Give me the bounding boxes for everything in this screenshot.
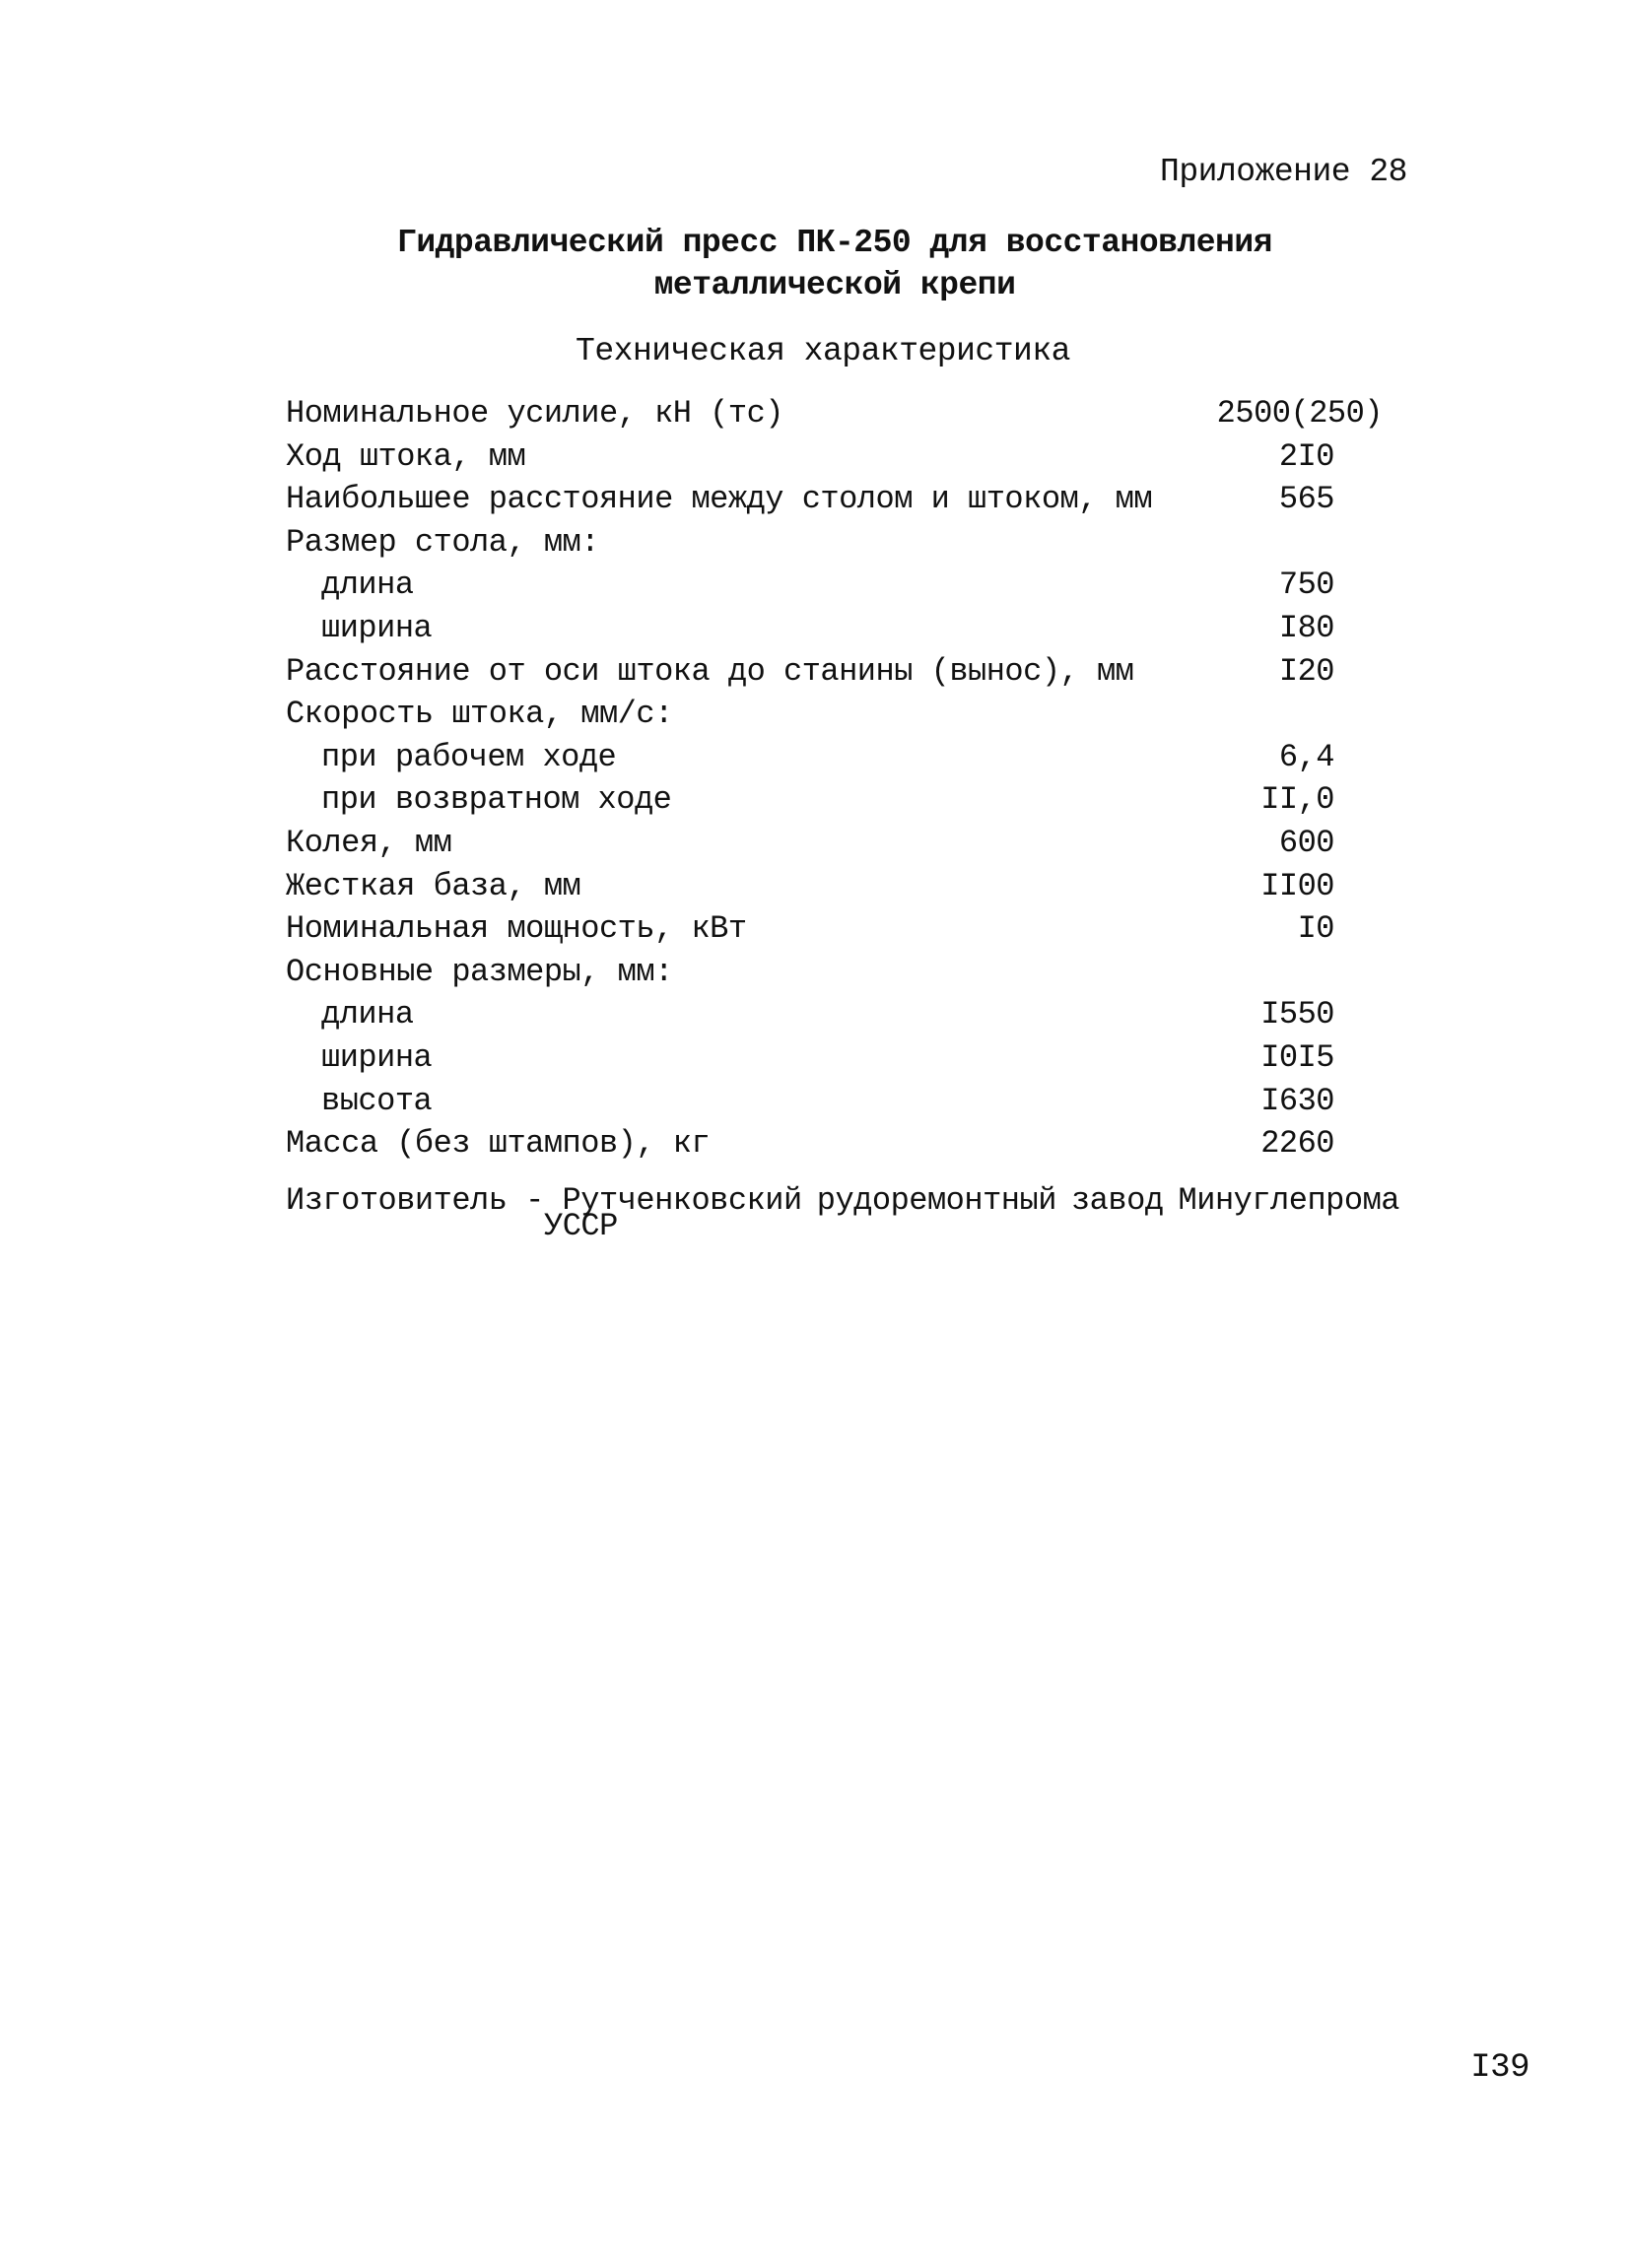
manufacturer-word-1: Рутченковский [562, 1182, 802, 1219]
spec-label: Номинальная мощность, кВт [286, 910, 747, 948]
spec-row [286, 1036, 1380, 1080]
title-line-1: Гидравлический пресс ПК-250 для восстановления [397, 225, 1272, 261]
spec-row [286, 1122, 1380, 1166]
spec-row [286, 521, 1380, 565]
spec-value: I0I5 [1260, 1038, 1334, 1076]
spec-value: I0 [1297, 910, 1334, 948]
spec-value: 6,4 [1278, 738, 1334, 775]
spec-label: Скорость штока, мм/с: [286, 696, 673, 733]
spec-row [286, 822, 1380, 865]
spec-table [286, 392, 1383, 1166]
spec-row [286, 392, 1383, 435]
spec-row [286, 865, 1380, 908]
title-line-2: металлической крепи [653, 267, 1016, 303]
spec-row [286, 907, 1380, 951]
manufacturer-word-4: Минуглепрома [1178, 1182, 1399, 1219]
spec-label: Ход штока, мм [286, 437, 526, 475]
spec-value: I550 [1260, 996, 1334, 1034]
section-subtitle [0, 333, 1630, 369]
spec-row [286, 993, 1380, 1036]
spec-value: 2500(250) [1216, 395, 1383, 432]
spec-value: I630 [1260, 1082, 1334, 1119]
spec-value: I80 [1278, 609, 1334, 646]
manufacturer-word-3: завод [1070, 1182, 1164, 1219]
spec-value: 2260 [1260, 1125, 1334, 1163]
manufacturer-note [286, 1182, 1399, 1244]
spec-label: высота [321, 1082, 433, 1119]
spec-row [286, 736, 1380, 779]
page-number: I39 [1470, 2049, 1529, 2087]
spec-value: 750 [1278, 567, 1334, 604]
appendix-label: Приложение 28 [1160, 154, 1407, 190]
spec-row [286, 778, 1380, 822]
spec-label: Колея, мм [286, 824, 452, 861]
spec-row [286, 650, 1380, 694]
manufacturer-label: Изготовитель - Рутченковский [286, 1182, 802, 1219]
spec-row [286, 693, 1380, 736]
spec-value: II,0 [1260, 781, 1334, 819]
manufacturer-line-2: УССР [544, 1208, 618, 1244]
spec-row [286, 607, 1380, 650]
spec-label: Номинальное усилие, кН (тс) [286, 395, 783, 432]
spec-label: Масса (без штампов), кг [286, 1125, 711, 1163]
manufacturer-word-2: рудоремонтный [816, 1182, 1056, 1219]
spec-value: II00 [1260, 867, 1334, 904]
spec-row [286, 564, 1380, 607]
spec-row [286, 435, 1380, 479]
spec-label: ширина [321, 1038, 433, 1076]
document-title [0, 222, 1630, 306]
subtitle-text: Техническая характеристика [576, 333, 1070, 369]
spec-label: при возвратном ходе [321, 781, 672, 819]
spec-label: ширина [321, 609, 433, 646]
spec-value: 2I0 [1278, 437, 1334, 475]
spec-row [286, 951, 1380, 994]
spec-label: длина [321, 996, 414, 1034]
spec-label: Расстояние от оси штока до станины (вынос), мм [286, 652, 1134, 690]
spec-label: при рабочем ходе [321, 738, 617, 775]
spec-label: Основные размеры, мм: [286, 953, 673, 990]
spec-label: Размер стола, мм: [286, 523, 599, 561]
spec-label: длина [321, 567, 414, 604]
spec-row [286, 1080, 1380, 1123]
spec-value: 600 [1278, 824, 1334, 861]
spec-label: Наибольшее расстояние между столом и штоком, мм [286, 481, 1153, 518]
manufacturer-line-1 [286, 1182, 1399, 1219]
spec-label: Жесткая база, мм [286, 867, 581, 904]
spec-value: 565 [1278, 481, 1334, 518]
spec-value: I20 [1278, 652, 1334, 690]
spec-row [286, 478, 1380, 521]
